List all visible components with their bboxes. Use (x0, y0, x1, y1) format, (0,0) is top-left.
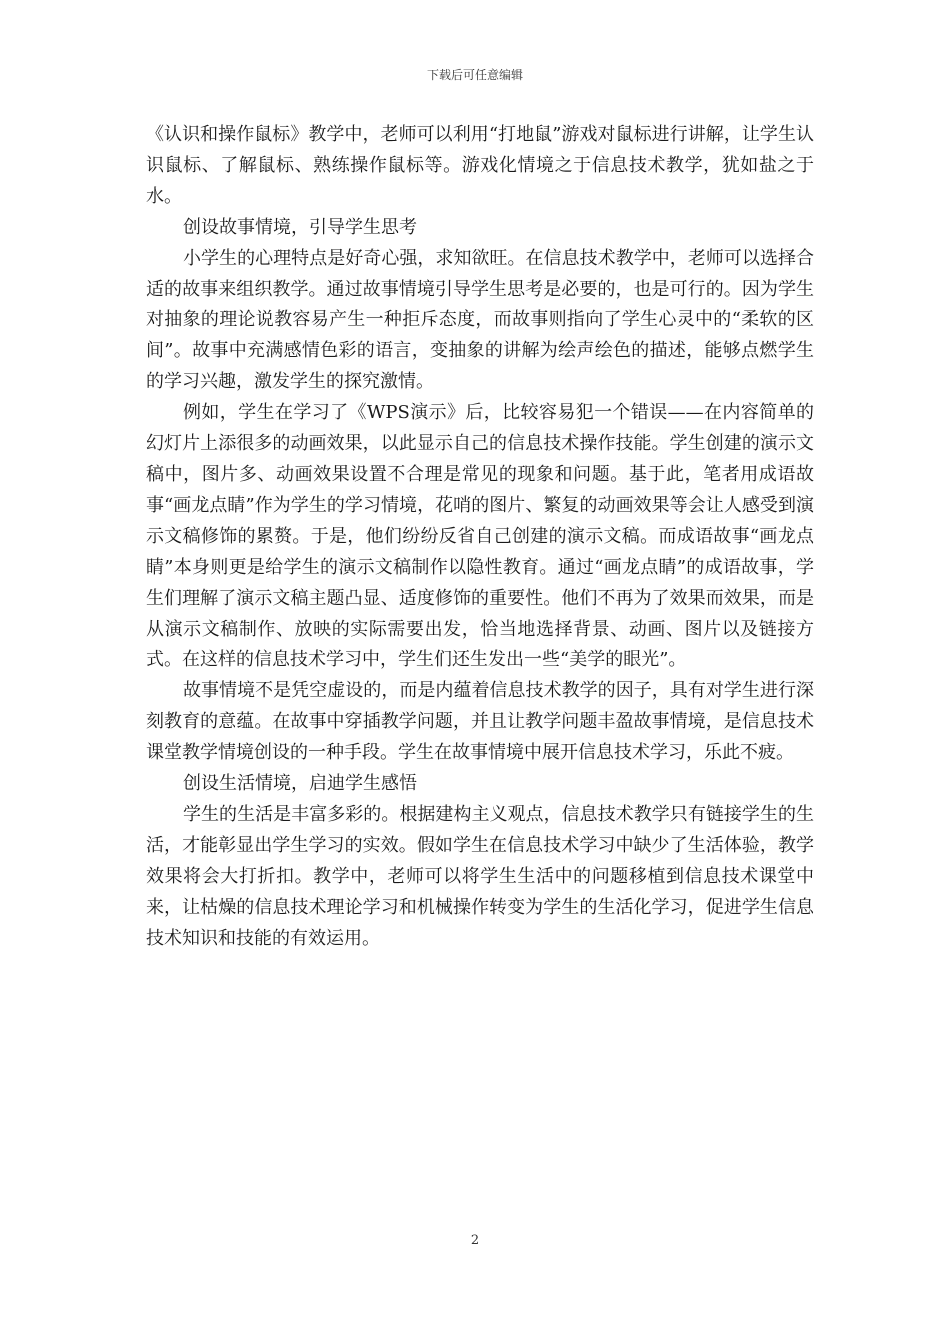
paragraph-story-example: 例如，学生在学习了《WPS演示》后，比较容易犯一个错误——在内容简单的幻灯片上添很多的动画效果，以此显示自己的信息技术操作技能。学生创建的演示文稿中，图片多、动画效果设置不合理是常见的现象和问题。基于此，笔者用成语故事“画龙点睛”作为学生的学习情境，花哨的图片、繁复的动画效果等会让人感受到演示文稿修饰的累赘。于是，他们纷纷反省自己创建的演示文稿。而成语故事“画龙点睛”本身则更是给学生的演示文稿制作以隐性教育。通过“画龙点睛”的成语故事，学生们理解了演示文稿主题凸显、适度修饰的重要性。他们不再为了效果而效果，而是从演示文稿制作、放映的实际需要出发，恰当地选择背景、动画、图片以及链接方式。在这样的信息技术学习中，学生们还生发出一些“美学的眼光”。 (146, 402, 814, 671)
page-header: 下载后可任意编辑 (426, 68, 523, 82)
paragraph-story-intro: 小学生的心理特点是好奇心强，求知欲旺。在信息技术教学中，老师可以选择合适的故事来组织教学。通过故事情境引导学生思考是必要的，也是可行的。因为学生对抽象的理论说教容易产生一种拒斥态度，而故事则指向了学生心灵中的“柔软的区间”。故事中充满感情色彩的语言，变抽象的讲解为绘声绘色的描述，能够点燃学生的学习兴趣，激发学生的探究激情。 (146, 247, 814, 393)
page-number: 2 (470, 1233, 480, 1248)
paragraph-continuation: 《认识和操作鼠标》教学中，老师可以利用“打地鼠”游戏对鼠标进行讲解，让学生认识鼠标、了解鼠标、熟练操作鼠标等。游戏化情境之于信息技术教学，犹如盐之于水。 (146, 124, 814, 207)
section-heading-story: 创设故事情境，引导学生思考 (183, 216, 417, 238)
document-body (146, 120, 814, 954)
paragraph-life-intro: 学生的生活是丰富多彩的。根据建构主义观点，信息技术教学只有链接学生的生活，才能彰显出学生学习的实效。假如学生在信息技术学习中缺少了生活体验，教学效果将会大打折扣。教学中，老师可以将学生生活中的问题移植到信息技术课堂中来，让枯燥的信息技术理论学习和机械操作转变为学生的生活化学习，促进学生信息技术知识和技能的有效运用。 (146, 803, 814, 949)
paragraph-story-summary: 故事情境不是凭空虚设的，而是内蕴着信息技术教学的因子，具有对学生进行深刻教育的意蕴。在故事中穿插教学问题，并且让教学问题丰盈故事情境，是信息技术课堂教学情境创设的一种手段。学生在故事情境中展开信息技术学习，乐此不疲。 (146, 680, 814, 764)
section-heading-life: 创设生活情境，启迪学生感悟 (183, 773, 417, 795)
